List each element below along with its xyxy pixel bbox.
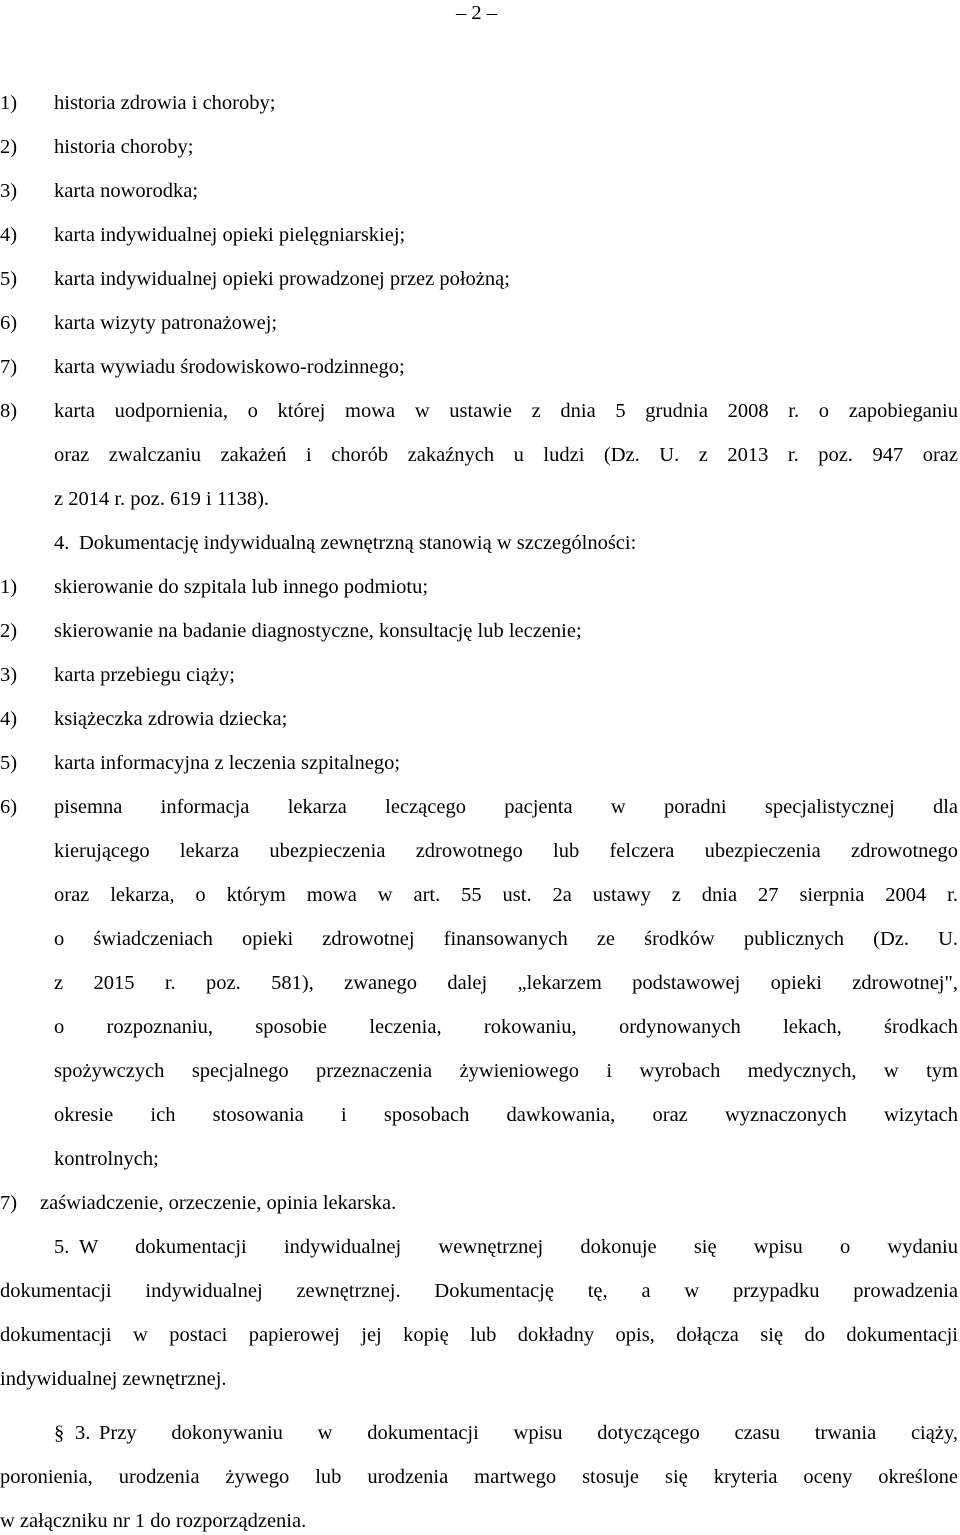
section-text: w załączniku nr 1 do rozporządzenia. <box>0 1510 307 1532</box>
list-item-number: 5) <box>0 268 18 290</box>
list-item-text: okresie ich stosowania i sposobach dawkowania, oraz wyznaczonych wizytach <box>54 1104 958 1126</box>
list-item-number: 1) <box>0 576 18 598</box>
list-item-text: historia choroby; <box>54 136 194 158</box>
list-item-text: oraz zwalczaniu zakażeń i chorób zakaźnych u ludzi (Dz. U. z 2013 r. poz. 947 oraz <box>54 444 958 466</box>
section-text: dokumentacji indywidualnej zewnętrznej. Dokumentację tę, a w przypadku prowadzenia <box>0 1280 958 1302</box>
list-item-number: 5) <box>0 752 18 774</box>
list-item-text: karta noworodka; <box>54 180 199 202</box>
list-item-text: oraz lekarza, o którym mowa w art. 55 ust. 2a ustawy z dnia 27 sierpnia 2004 r. <box>54 884 958 906</box>
list-item-number: 6) <box>0 312 18 334</box>
list-item-text: skierowanie na badanie diagnostyczne, konsultację lub leczenie; <box>54 620 582 642</box>
list-item-text: o świadczeniach opieki zdrowotnej finansowanych ze środków publicznych (Dz. U. <box>54 928 958 950</box>
list-item-text: karta informacyjna z leczenia szpitalnego; <box>54 752 401 774</box>
section-number: 4. <box>54 532 70 554</box>
section-text: Przy dokonywaniu w dokumentacji wpisu dotyczącego czasu trwania ciąży, <box>99 1422 958 1444</box>
list-item-text: zaświadczenie, orzeczenie, opinia lekarska. <box>40 1192 397 1214</box>
section-text: Dokumentację indywidualną zewnętrzną stanowią w szczególności: <box>79 532 637 554</box>
list-item-number: 4) <box>0 224 18 246</box>
list-item-text: spożywczych specjalnego przeznaczenia żywieniowego i wyrobach medycznych, w tym <box>54 1060 958 1082</box>
list-item-number: 4) <box>0 708 18 730</box>
list-item-text: pisemna informacja lekarza leczącego pacjenta w poradni specjalistycznej dla <box>54 796 958 818</box>
section-text: dokumentacji w postaci papierowej jej kopię lub dokładny opis, dołącza się do dokumentacji <box>0 1324 958 1346</box>
list-item-text: karta przebiegu ciąży; <box>54 664 235 686</box>
paragraph-sign: § <box>54 1422 65 1444</box>
list-item-number: 7) <box>0 356 18 378</box>
list-item-text: z 2014 r. poz. 619 i 1138). <box>54 488 270 510</box>
list-item-text: kierującego lekarza ubezpieczenia zdrowotnego lub felczera ubezpieczenia zdrowotnego <box>54 840 958 862</box>
list-item-number: 8) <box>0 400 18 422</box>
list-item-text: karta wywiadu środowiskowo-rodzinnego; <box>54 356 405 378</box>
page-number: – 2 – <box>456 2 497 24</box>
list-item-text: karta uodpornienia, o której mowa w ustawie z dnia 5 grudnia 2008 r. o zapobieganiu <box>54 400 958 422</box>
list-item-text: karta indywidualnej opieki prowadzonej przez położną; <box>54 268 510 290</box>
section-text: poronienia, urodzenia żywego lub urodzenia martwego stosuje się kryteria oceny określone <box>0 1466 958 1488</box>
list-item-text: historia zdrowia i choroby; <box>54 92 276 114</box>
section-text: indywidualnej zewnętrznej. <box>0 1368 227 1390</box>
list-item-text: karta indywidualnej opieki pielęgniarskiej; <box>54 224 406 246</box>
section-text: W dokumentacji indywidualnej wewnętrznej dokonuje się wpisu o wydaniu <box>79 1236 958 1258</box>
section-number: 3. <box>75 1422 91 1444</box>
list-item-number: 3) <box>0 180 18 202</box>
list-item-number: 2) <box>0 620 18 642</box>
list-item-number: 7) <box>0 1192 18 1214</box>
list-item-number: 3) <box>0 664 18 686</box>
list-item-text: skierowanie do szpitala lub innego podmiotu; <box>54 576 429 598</box>
list-item-text: o rozpoznaniu, sposobie leczenia, rokowaniu, ordynowanych lekach, środkach <box>54 1016 958 1038</box>
list-item-text: kontrolnych; <box>54 1148 159 1170</box>
list-item-number: 2) <box>0 136 18 158</box>
list-item-text: z 2015 r. poz. 581), zwanego dalej „lekarzem podstawowej opieki zdrowotnej", <box>54 972 958 994</box>
list-item-number: 6) <box>0 796 18 818</box>
section-number: 5. <box>54 1236 70 1258</box>
list-item-text: karta wizyty patronażowej; <box>54 312 278 334</box>
list-item-number: 1) <box>0 92 18 114</box>
list-item-text: książeczka zdrowia dziecka; <box>54 708 288 730</box>
